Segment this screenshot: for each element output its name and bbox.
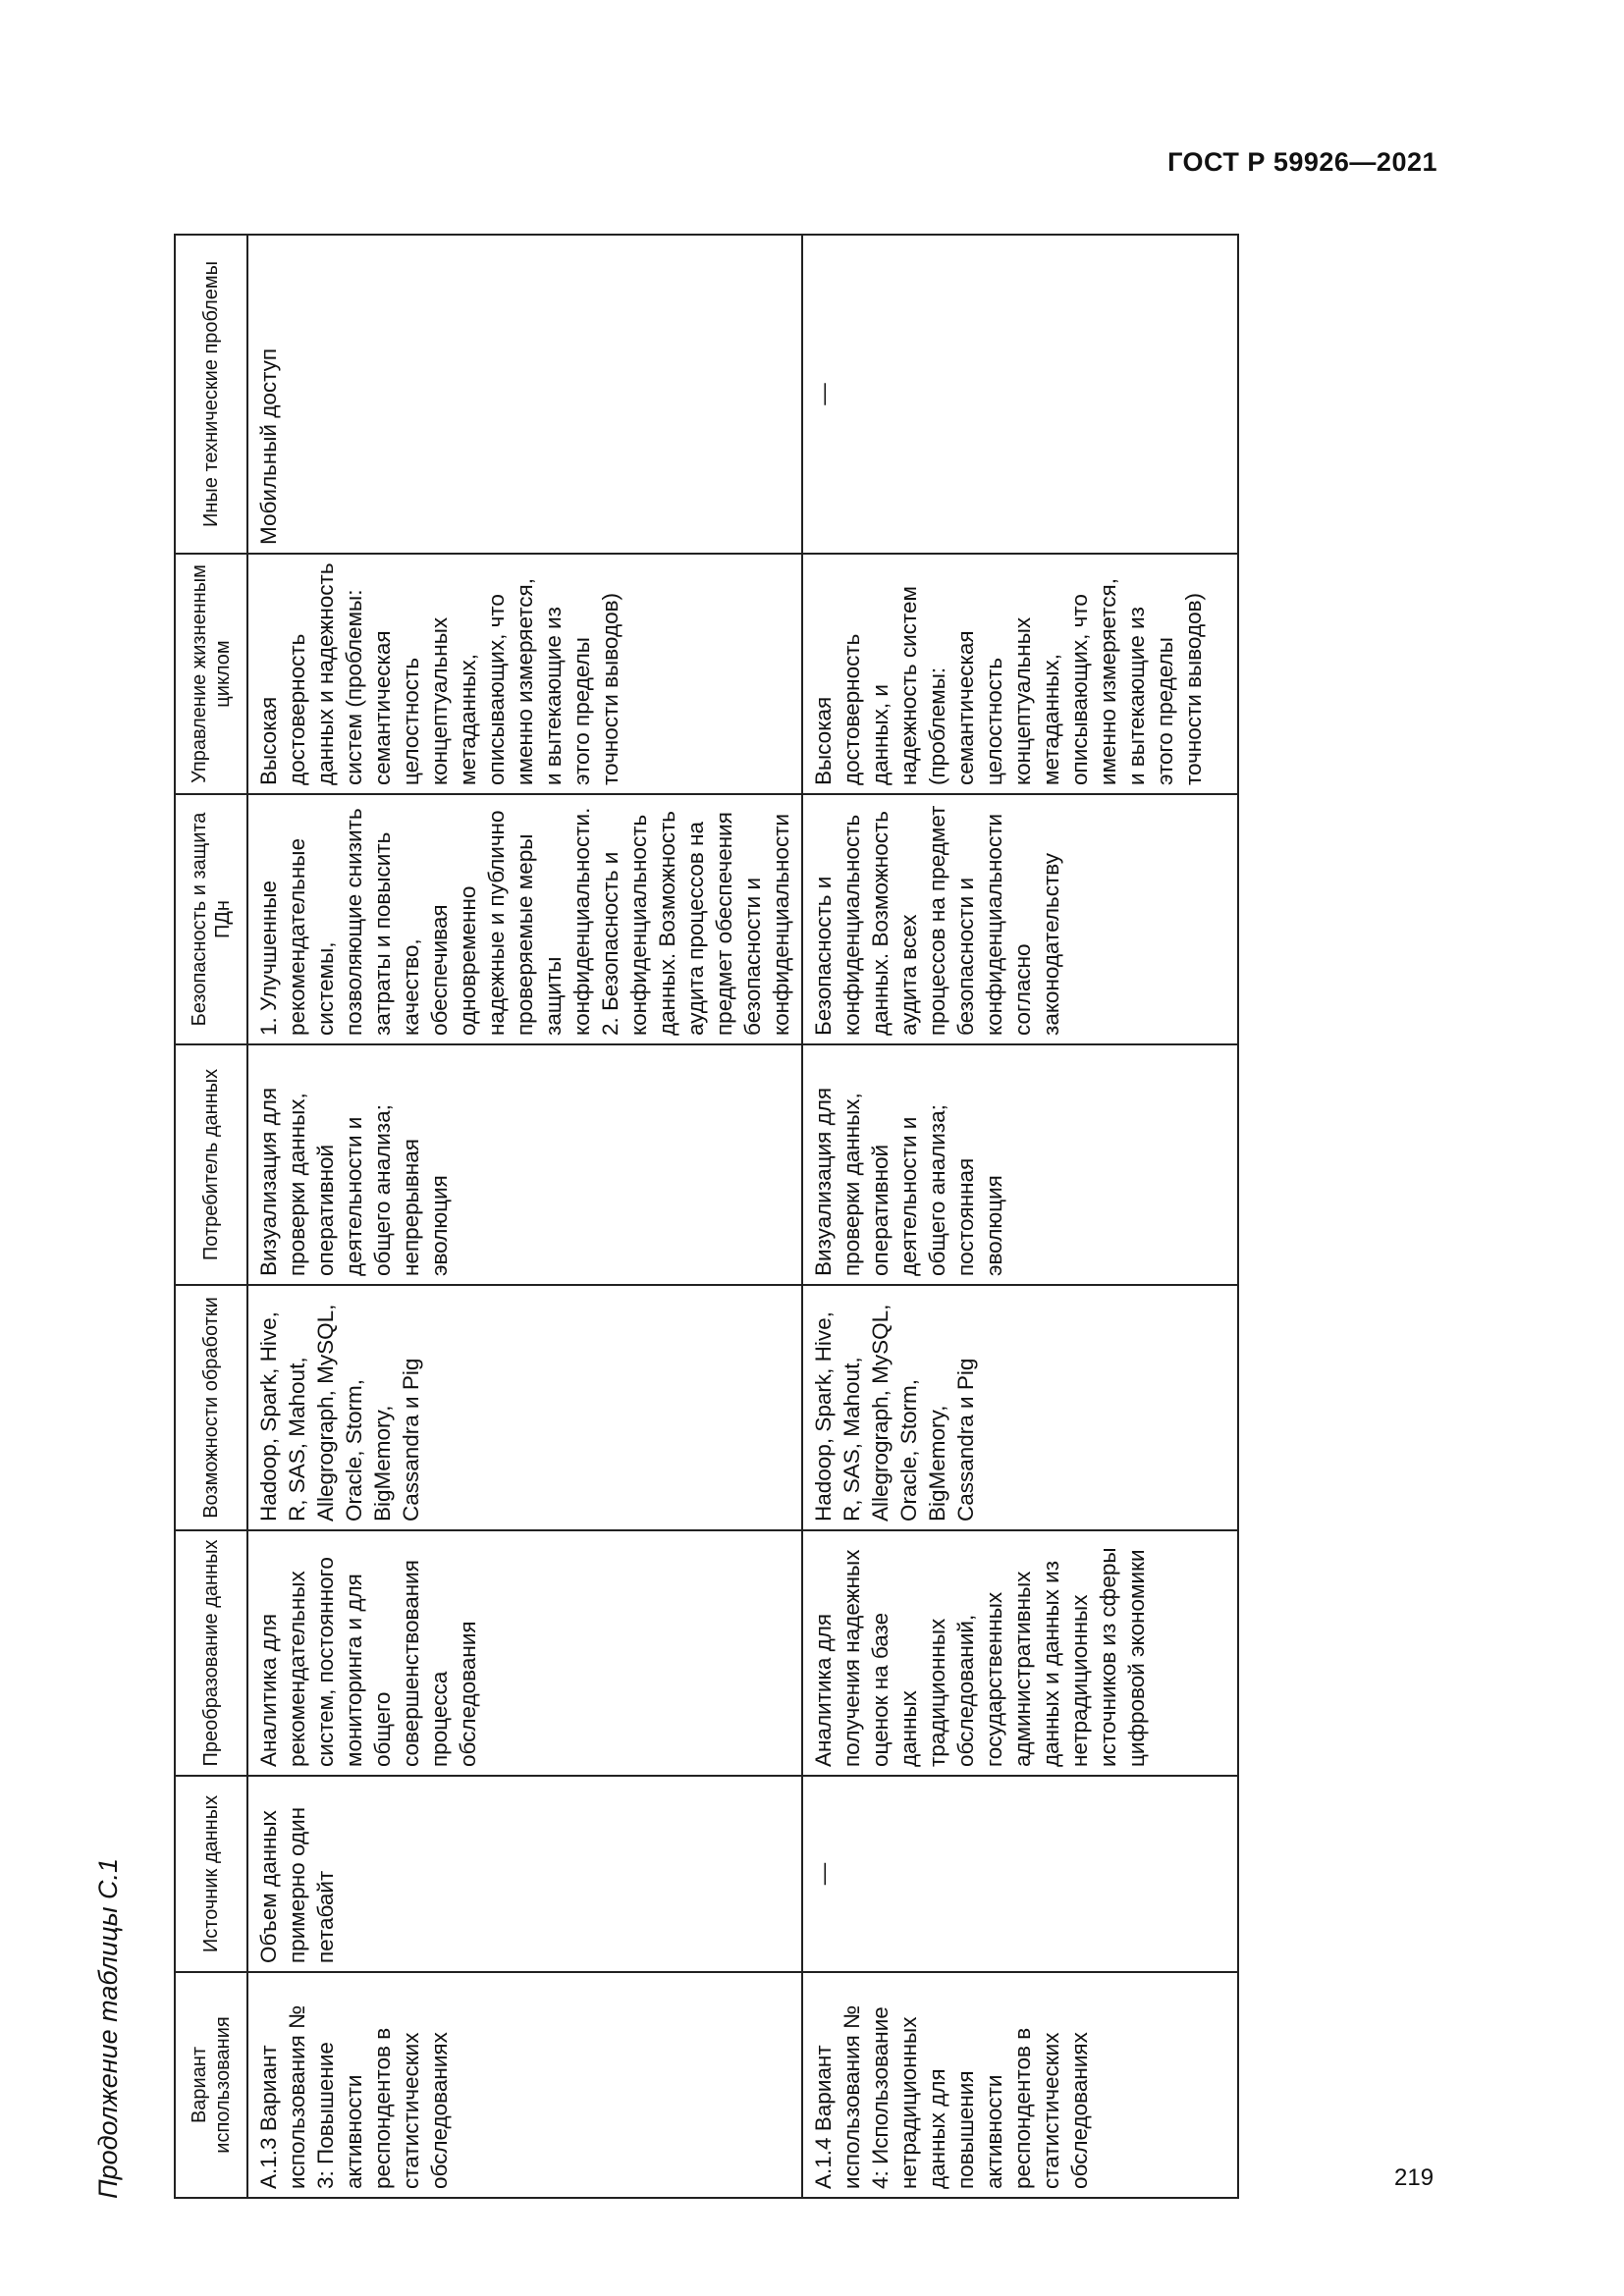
- column-header: Источник данных: [175, 1776, 247, 1972]
- page-number: 219: [1394, 2164, 1435, 2191]
- cell-other: Мобильный доступ: [247, 235, 802, 554]
- cell-capabilities: Hadoop, Spark, Hive, R, SAS, Mahout, Allegrograph, MySQL, Oracle, Storm, BigMemory, Cassandra и Pig: [247, 1285, 802, 1530]
- cell-consumer: Визуализация для проверки данных, оперативной деятельности и общего анализа; непрерывная эволюция: [247, 1044, 802, 1285]
- column-header: Вариант использования: [175, 1972, 247, 2198]
- table-row: [247, 235, 802, 2198]
- cell-security: 1. Улучшенные рекомендательные системы, позволяющие снизить затраты и повысить качество, обеспечивая одновременно надежные и публично проверяемые меры защиты конфиденциальности. 2. Безопасность и конфиденциальность данных. Возможность аудита процессов на предмет обеспечения безопасности и конфиденциальности: [247, 794, 802, 1044]
- table-row: [802, 235, 1238, 2198]
- column-header: Иные технические проблемы: [175, 235, 247, 554]
- cell-lifecycle: Высокая достоверность данных, и надежность систем (проблемы: семантическая целостность концептуальных метаданных, описывающих, что именно измеряется, и вытекающие из этого пределы точности выводов): [802, 554, 1238, 794]
- column-header: Возможности обработки: [175, 1285, 247, 1530]
- cell-source: Объем данных примерно один петабайт: [247, 1776, 802, 1972]
- cell-transform: Аналитика для получения надежных оценок на базе данных традиционных обследований, государственных административных данных и данных из нетрадиционных источников из сферы цифровой экономики: [802, 1530, 1238, 1776]
- column-header: Управление жизненным циклом: [175, 554, 247, 794]
- column-header: Безопасность и защита ПДн: [175, 794, 247, 1044]
- column-header: Преобразование данных: [175, 1530, 247, 1776]
- rotated-table-stage: [93, 236, 1289, 2199]
- cell-use-case: А.1.4 Вариант использования № 4: Использование нетрадиционных данных для повышения активности респондентов в статистических обследованиях: [802, 1972, 1238, 2198]
- cell-source: —: [802, 1776, 1238, 1972]
- cell-security: Безопасность и конфиденциальность данных. Возможность аудита всех процессов на предмет безопасности и конфиденциальности согласно законодательству: [802, 794, 1238, 1044]
- cell-capabilities: Hadoop, Spark, Hive, R, SAS, Mahout, Allegrograph, MySQL, Oracle, Storm, BigMemory, Cassandra и Pig: [802, 1285, 1238, 1530]
- cell-consumer: Визуализация для проверки данных, оперативной деятельности и общего анализа; постоянная эволюция: [802, 1044, 1238, 1285]
- cell-lifecycle: Высокая достоверность данных и надежность систем (проблемы: семантическая целостность концептуальных метаданных, описывающих, что именно измеряется, и вытекающие из этого пределы точности выводов): [247, 554, 802, 794]
- data-table: [174, 234, 1239, 2199]
- column-header: Потребитель данных: [175, 1044, 247, 1285]
- table-caption: Продолжение таблицы С.1: [93, 1857, 123, 2199]
- cell-other: —: [802, 235, 1238, 554]
- cell-transform: Аналитика для рекомендательных систем, постоянного мониторинга и для общего совершенствования процесса обследования: [247, 1530, 802, 1776]
- cell-use-case: А.1.3 Вариант использования № 3: Повышение активности респондентов в статистических обследованиях: [247, 1972, 802, 2198]
- table-header-row: [175, 235, 247, 2198]
- document-code: ГОСТ Р 59926—2021: [1167, 147, 1437, 177]
